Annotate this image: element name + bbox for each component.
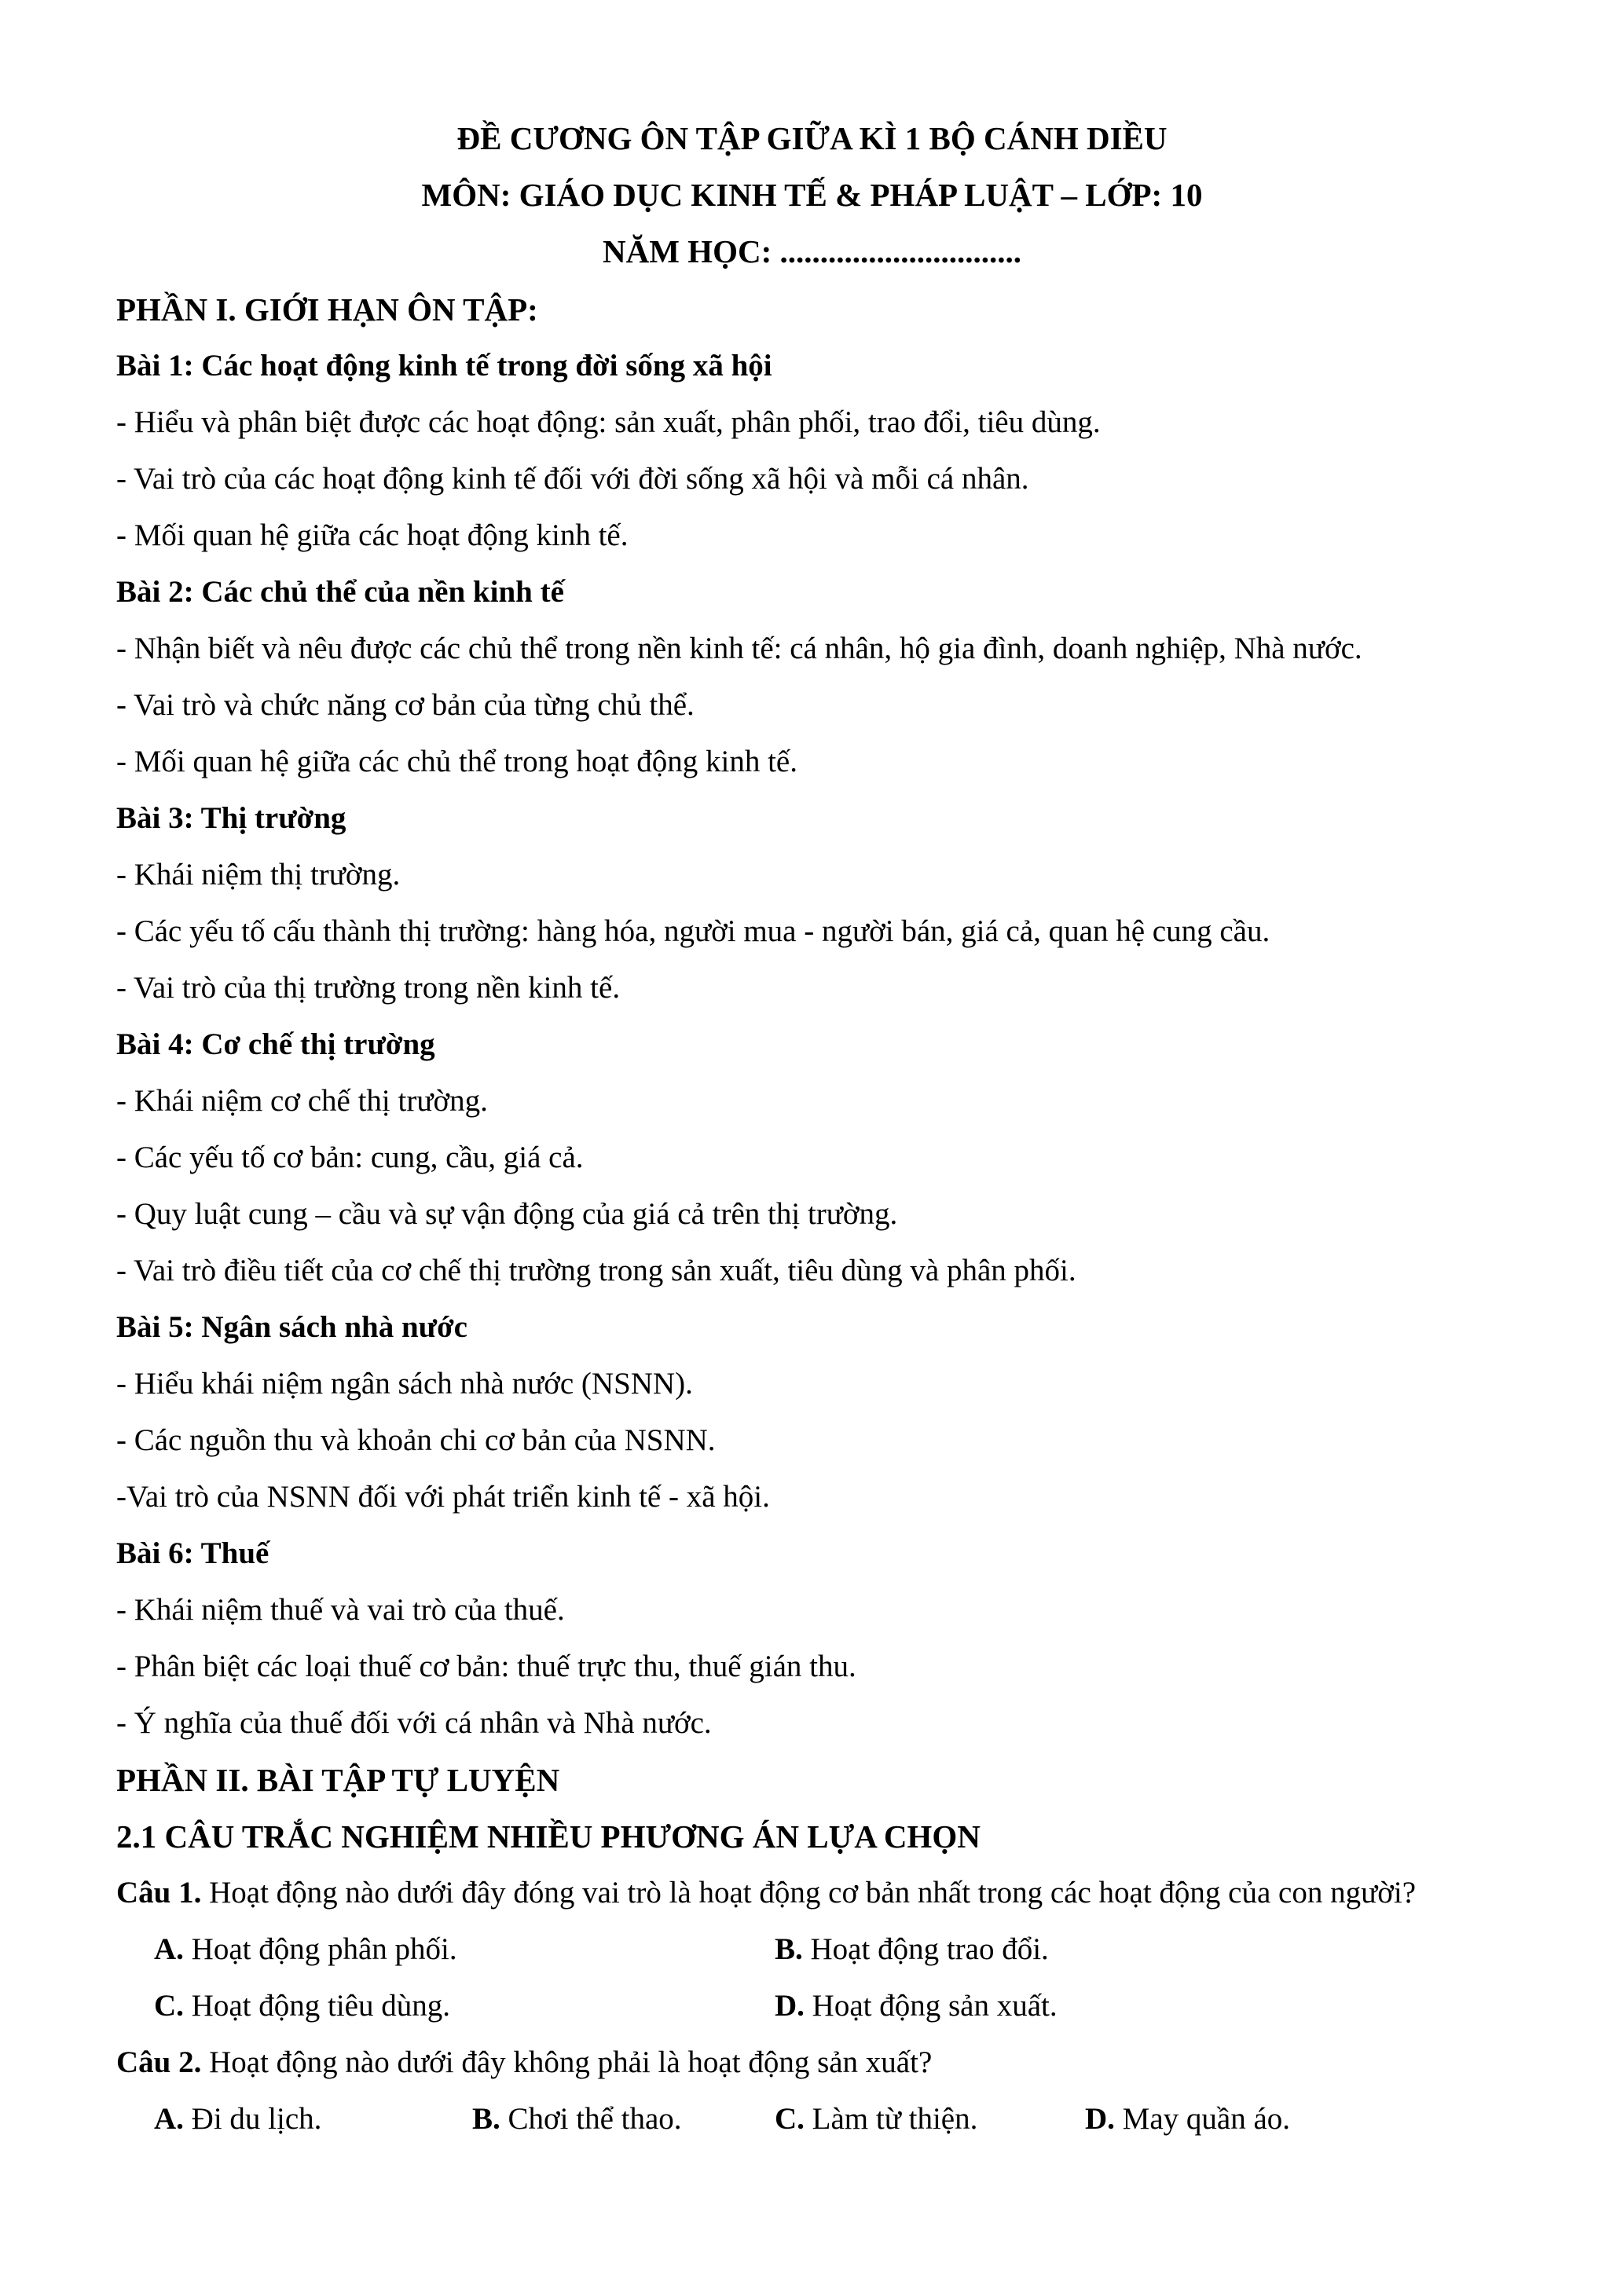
lesson-1 — [116, 338, 1531, 564]
lesson-point: - Các nguồn thu và khoản chi cơ bản của NSNN. — [116, 1423, 716, 1457]
lesson-title: Bài 4: Cơ chế thị trường — [116, 1027, 435, 1061]
lesson-title: Bài 1: Các hoạt động kinh tế trong đời sống xã hội — [116, 349, 772, 383]
question-text: Hoạt động nào dưới đây đóng vai trò là hoạt động cơ bản nhất trong các hoạt động của con người? — [201, 1876, 1417, 1910]
lesson-point: - Hiểu và phân biệt được các hoạt động: sản xuất, phân phối, trao đổi, tiêu dùng. — [116, 405, 1101, 439]
document-header — [0, 110, 1624, 280]
lesson-3 — [116, 790, 1531, 1016]
answer-options-row — [116, 1921, 1531, 1978]
lesson-point: - Hiểu khái niệm ngân sách nhà nước (NSNN). — [116, 1367, 693, 1401]
lesson-point: - Vai trò của các hoạt động kinh tế đối với đời sống xã hội và mỗi cá nhân. — [116, 462, 1029, 496]
school-year-line: NĂM HỌC: .............................. — [603, 233, 1021, 269]
part2-subheading: 2.1 CÂU TRẮC NGHIỆM NHIỀU PHƯƠNG ÁN LỰA CHỌN — [116, 1818, 981, 1855]
option-letter: C. — [775, 2102, 805, 2136]
answer-option-c[interactable] — [154, 1978, 775, 2034]
document-title: ĐỀ CƯƠNG ÔN TẬP GIỮA KÌ 1 BỘ CÁNH DIỀU — [456, 120, 1168, 156]
lesson-title: Bài 5: Ngân sách nhà nước — [116, 1310, 467, 1344]
option-text: Chơi thể thao. — [500, 2102, 682, 2136]
answer-option-d[interactable] — [1085, 2091, 1399, 2148]
lesson-point: - Ý nghĩa của thuế đối với cá nhân và Nhà nước. — [116, 1706, 712, 1740]
lesson-6 — [116, 1525, 1531, 1752]
document-body — [116, 281, 1531, 2148]
part1-heading: PHẦN I. GIỚI HẠN ÔN TẬP: — [116, 291, 538, 328]
lesson-2 — [116, 564, 1531, 790]
lesson-point: - Phân biệt các loại thuế cơ bản: thuế trực thu, thuế gián thu. — [116, 1650, 856, 1683]
lesson-title: Bài 6: Thuế — [116, 1536, 269, 1570]
option-text: Hoạt động trao đổi. — [802, 1932, 1049, 1966]
lesson-point: - Vai trò điều tiết của cơ chế thị trường trong sản xuất, tiêu dùng và phân phối. — [116, 1254, 1076, 1287]
question-1 — [116, 1865, 1531, 2034]
question-2 — [116, 2034, 1531, 2148]
option-letter: B. — [775, 1932, 803, 1966]
option-text: Làm từ thiện. — [804, 2102, 978, 2136]
lesson-point: - Vai trò của thị trường trong nền kinh tế. — [116, 971, 621, 1005]
lesson-point: - Các yếu tố cấu thành thị trường: hàng hóa, người mua - người bán, giá cả, quan hệ cung cầu. — [116, 914, 1270, 948]
option-letter: A. — [154, 1932, 184, 1966]
lesson-point: - Khái niệm thuế và vai trò của thuế. — [116, 1593, 565, 1627]
question-stem — [116, 2034, 1531, 2091]
lesson-title: Bài 3: Thị trường — [116, 801, 346, 835]
answer-option-b[interactable] — [472, 2091, 775, 2148]
answer-option-c[interactable] — [775, 2091, 1085, 2148]
option-letter: B. — [472, 2102, 500, 2136]
subject-line: MÔN: GIÁO DỤC KINH TẾ & PHÁP LUẬT – LỚP: 10 — [421, 177, 1203, 213]
question-label: Câu 2. — [116, 2045, 202, 2079]
answer-option-a[interactable] — [154, 2091, 472, 2148]
part2-heading: PHẦN II. BÀI TẬP TỰ LUYỆN — [116, 1762, 560, 1798]
answer-options-row — [116, 1978, 1531, 2034]
lesson-point: - Vai trò và chức năng cơ bản của từng chủ thể. — [116, 688, 695, 722]
lesson-title: Bài 2: Các chủ thể của nền kinh tế — [116, 575, 564, 609]
lesson-point: - Khái niệm cơ chế thị trường. — [116, 1084, 488, 1118]
option-letter: D. — [775, 1989, 805, 2023]
lesson-point: - Các yếu tố cơ bản: cung, cầu, giá cả. — [116, 1141, 584, 1174]
answer-options-row — [116, 2091, 1531, 2148]
question-label: Câu 1. — [116, 1876, 202, 1910]
lesson-point: - Khái niệm thị trường. — [116, 858, 401, 892]
lesson-point: - Mối quan hệ giữa các chủ thể trong hoạt động kinh tế. — [116, 745, 797, 778]
answer-option-b[interactable] — [775, 1921, 1395, 1978]
question-text: Hoạt động nào dưới đây không phải là hoạt động sản xuất? — [201, 2045, 933, 2079]
option-text: Hoạt động tiêu dùng. — [183, 1989, 450, 2023]
option-text: Hoạt động sản xuất. — [804, 1989, 1058, 2023]
option-text: Hoạt động phân phối. — [183, 1932, 457, 1966]
lesson-point: - Nhận biết và nêu được các chủ thể trong nền kinh tế: cá nhân, hộ gia đình, doanh nghiệp, Nhà nước. — [116, 632, 1362, 665]
option-text: May quần áo. — [1114, 2102, 1291, 2136]
question-stem — [116, 1865, 1531, 1921]
option-text: Đi du lịch. — [183, 2102, 322, 2136]
answer-option-a[interactable] — [154, 1921, 775, 1978]
lesson-4 — [116, 1016, 1531, 1299]
lesson-point: - Quy luật cung – cầu và sự vận động của giá cả trên thị trường. — [116, 1197, 898, 1231]
option-letter: C. — [154, 1989, 184, 2023]
answer-option-d[interactable] — [775, 1978, 1395, 2034]
lesson-point: -Vai trò của NSNN đối với phát triển kinh tế - xã hội. — [116, 1480, 770, 1514]
option-letter: A. — [154, 2102, 184, 2136]
lesson-point: - Mối quan hệ giữa các hoạt động kinh tế. — [116, 518, 629, 552]
lesson-5 — [116, 1299, 1531, 1525]
option-letter: D. — [1085, 2102, 1115, 2136]
